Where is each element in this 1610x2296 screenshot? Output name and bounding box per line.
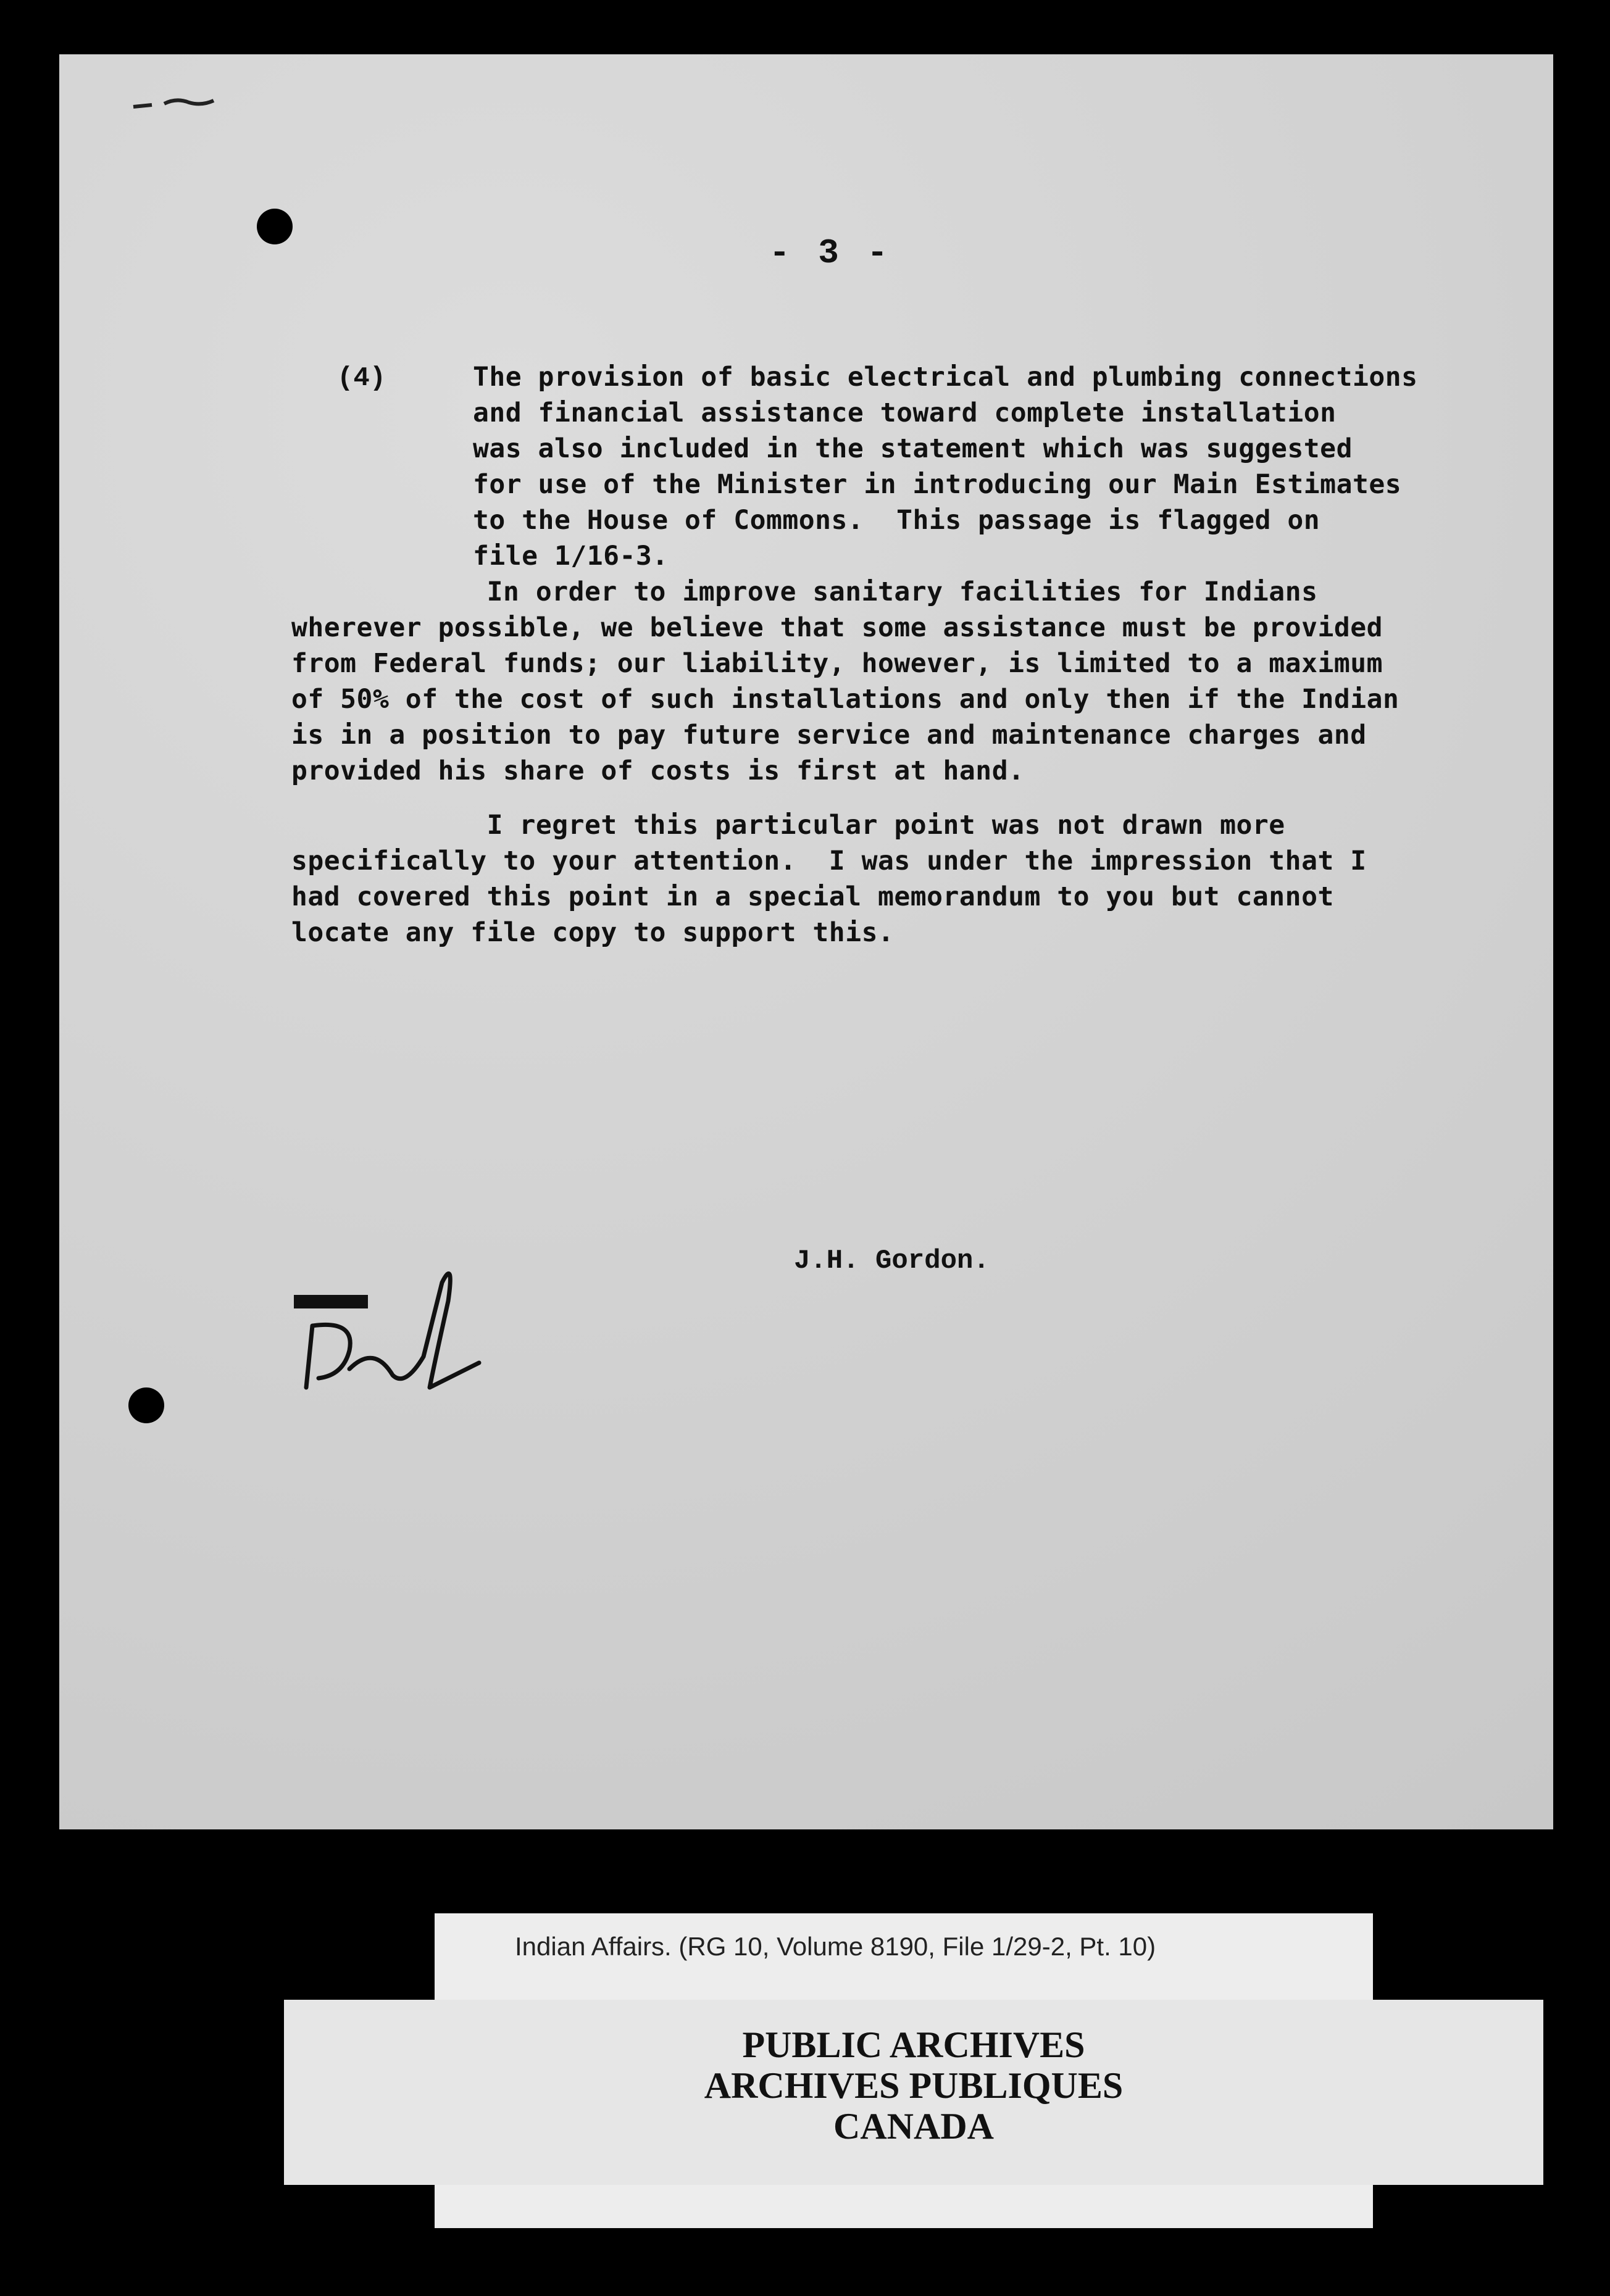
archive-stamp [284,2000,1543,2185]
paragraph-provision: The provision of basic electrical and plumbing connections and financial assistance toward complete installation was also included in the statement which was suggested for use of the Minister in introducing our Main Estimates to the House of Commons. This passage is flagged on file 1/16-3. [473,362,1418,572]
paragraph-regret: I regret this particular point was not drawn more specifically to your attention. I was under the impression that I had covered this point in a special memorandum to you but cannot locate any file copy to support this. [291,810,1367,948]
stamp-line-archives-publiques: ARCHIVES PUBLIQUES [704,2065,1124,2106]
punch-hole-bottom [128,1387,164,1423]
stamp-line-canada: CANADA [833,2106,994,2147]
corner-scribble-mark [127,91,238,116]
document-page [59,54,1553,1829]
citation-text: Indian Affairs. (RG 10, Volume 8190, File 1/29-2, Pt. 10) [515,1932,1156,1961]
punch-hole-top [257,209,293,244]
stamp-line-public-archives: PUBLIC ARCHIVES [742,2024,1085,2065]
item-marker: (4) [337,363,386,394]
paragraph-sanitary-facilities: In order to improve sanitary facilities for Indians wherever possible, we believe that some assistance must be provided from Federal funds; our liability, however, is limited to a maximum of 50% of the cost of such installations and only then if the Indian is in a position to pay future service and maintenance charges and provided his share of costs is first at hand. [291,576,1399,786]
handwritten-initials [282,1246,541,1455]
signature-name: J.H. Gordon. [794,1246,990,1276]
page-number: - 3 - [769,233,892,273]
